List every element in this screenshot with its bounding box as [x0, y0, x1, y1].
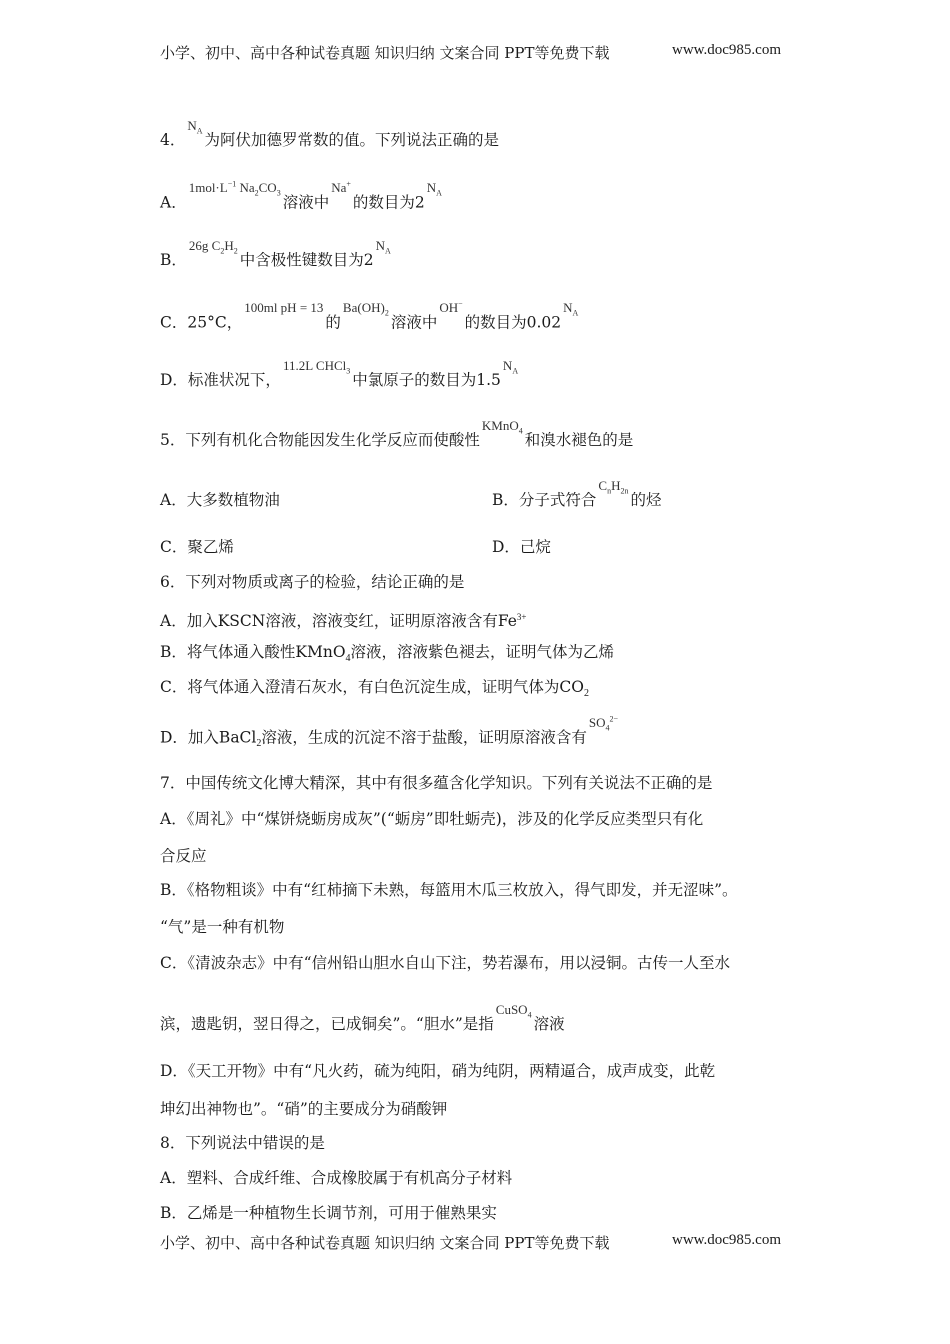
q7-option-b-line1: B．《格物粗谈》中有“红柿摘下未熟，每篮用木瓜三枚放入，得气即发，并无涩味”。 [160, 881, 738, 899]
q5-option-c: C．聚乙烯 [160, 538, 234, 556]
q7-option-c-line2: 滨，遗匙钥，翌日得之，已成铜矣”。“胆水”是指$^{CuSO_4}$ 溶液 [160, 1002, 565, 1033]
q5-option-d: D．己烷 [492, 538, 551, 556]
q6-option-b: B．将气体通入酸性KMnO$_4$溶液，溶液紫色褪去，证明气体为乙烯 [160, 643, 615, 665]
formula-na: NA [375, 238, 391, 256]
q4-option-d: D．标准状况下，$^{11.2L CHCl_3}$ 中氯原子的数目为$1.5^{N_A}$ [160, 358, 519, 389]
formula-c2h2: 26g C2H2 [188, 238, 238, 256]
header-text: 小学、初中、高中各种试卷真题 知识归纳 文案合同 PPT等免费下载 [160, 44, 610, 62]
q7-option-c-line1: C．《清波杂志》中有“信州铅山胆水自山下注，势若瀑布，用以浸铜。古传一人至水 [160, 954, 731, 972]
footer-url[interactable]: www.doc985.com [672, 1232, 782, 1248]
formula-na: NA [502, 358, 519, 376]
formula-cnh2n: CnH2n [598, 478, 629, 496]
q4-option-a: A．$^{1mol\cdot L^{-1} Na_2CO_3}$ 溶液中$^{Na^+}$的数目为$2^{N_A}$ [160, 180, 442, 212]
formula-ph: 100ml pH = 13 [244, 300, 324, 316]
q8-option-b: B．乙烯是一种植物生长调节剂，可用于催熟果实 [160, 1204, 497, 1222]
formula-baoh2: Ba(OH)2 [342, 300, 389, 318]
q7-stem: 7．中国传统文化博大精深，其中有很多蕴含化学知识。下列有关说法不正确的是 [160, 774, 713, 792]
q6-option-d: D．加入BaCl$_2$溶液，生成的沉淀不溶于盐酸，证明原溶液含有$^{SO_4^{2-}}$ [160, 715, 619, 750]
q6-option-a: A．加入KSCN溶液，溶液变红，证明原溶液含有$Fe^{3+}$ [160, 612, 527, 631]
q7-option-b-line2: “气”是一种有机物 [160, 918, 285, 936]
formula-na: NA [187, 118, 203, 136]
formula-kmno4: KMnO4 [481, 418, 523, 436]
q4-option-c: C．25°C，$^{100ml pH = 13}$的$^{Ba(OH)_2}$ 溶液中$^{OH^-}$的数目为$0.02^{N_A}$ [160, 300, 579, 332]
header-url[interactable]: www.doc985.com [672, 42, 782, 58]
formula-na-ion: Na+ [331, 180, 351, 196]
q5-option-a: A．大多数植物油 [160, 491, 280, 509]
q7-option-a-line2: 合反应 [160, 847, 207, 865]
q4-option-b: B．$^{26g C_2H_2}$ 中含极性键数目为$2^{N_A}$ [160, 238, 391, 269]
q8-stem: 8．下列说法中错误的是 [160, 1134, 325, 1152]
formula-chcl3: 11.2L CHCl3 [282, 358, 351, 376]
q6-option-c: C．将气体通入澄清石灰水，有白色沉淀生成，证明气体为$CO_2$ [160, 678, 589, 700]
q8-option-a: A．塑料、合成纤维、合成橡胶属于有机高分子材料 [160, 1169, 513, 1187]
formula-oh-ion: OH− [439, 300, 463, 316]
page-footer [160, 1232, 800, 1253]
q7-option-d-line1: D．《天工开物》中有“凡火药，硫为纯阳，硝为纯阴，两精逼合，成声成变，此乾 [160, 1062, 716, 1080]
formula-na: NA [426, 180, 442, 198]
page-header [160, 42, 800, 63]
q7-option-a-line1: A．《周礼》中“煤饼烧蛎房成灰”(“蛎房”即牡蛎壳)，涉及的化学反应类型只有化 [160, 810, 704, 828]
formula-cuso4: CuSO4 [495, 1002, 532, 1020]
formula-sulfate-ion: SO42− [588, 715, 619, 733]
q5-option-b: B．分子式符合$^{C_nH_{2n}}$ 的烃 [492, 478, 662, 509]
q4-stem: 4．$^{N_A}$ 为阿伏加德罗常数的值。下列说法正确的是 [160, 118, 500, 149]
q5-stem: 5．下列有机化合物能因发生化学反应而使酸性$^{KMnO_4}$ 和溴水褪色的是 [160, 418, 634, 449]
q6-stem: 6．下列对物质或离子的检验，结论正确的是 [160, 573, 465, 591]
footer-text: 小学、初中、高中各种试卷真题 知识归纳 文案合同 PPT等免费下载 [160, 1234, 610, 1252]
q7-option-d-line2: 坤幻出神物也”。“硝”的主要成分为硝酸钾 [160, 1100, 448, 1118]
formula-na: NA [563, 300, 579, 318]
formula-concentration: 1mol·L−1 Na2CO3 [188, 180, 281, 198]
